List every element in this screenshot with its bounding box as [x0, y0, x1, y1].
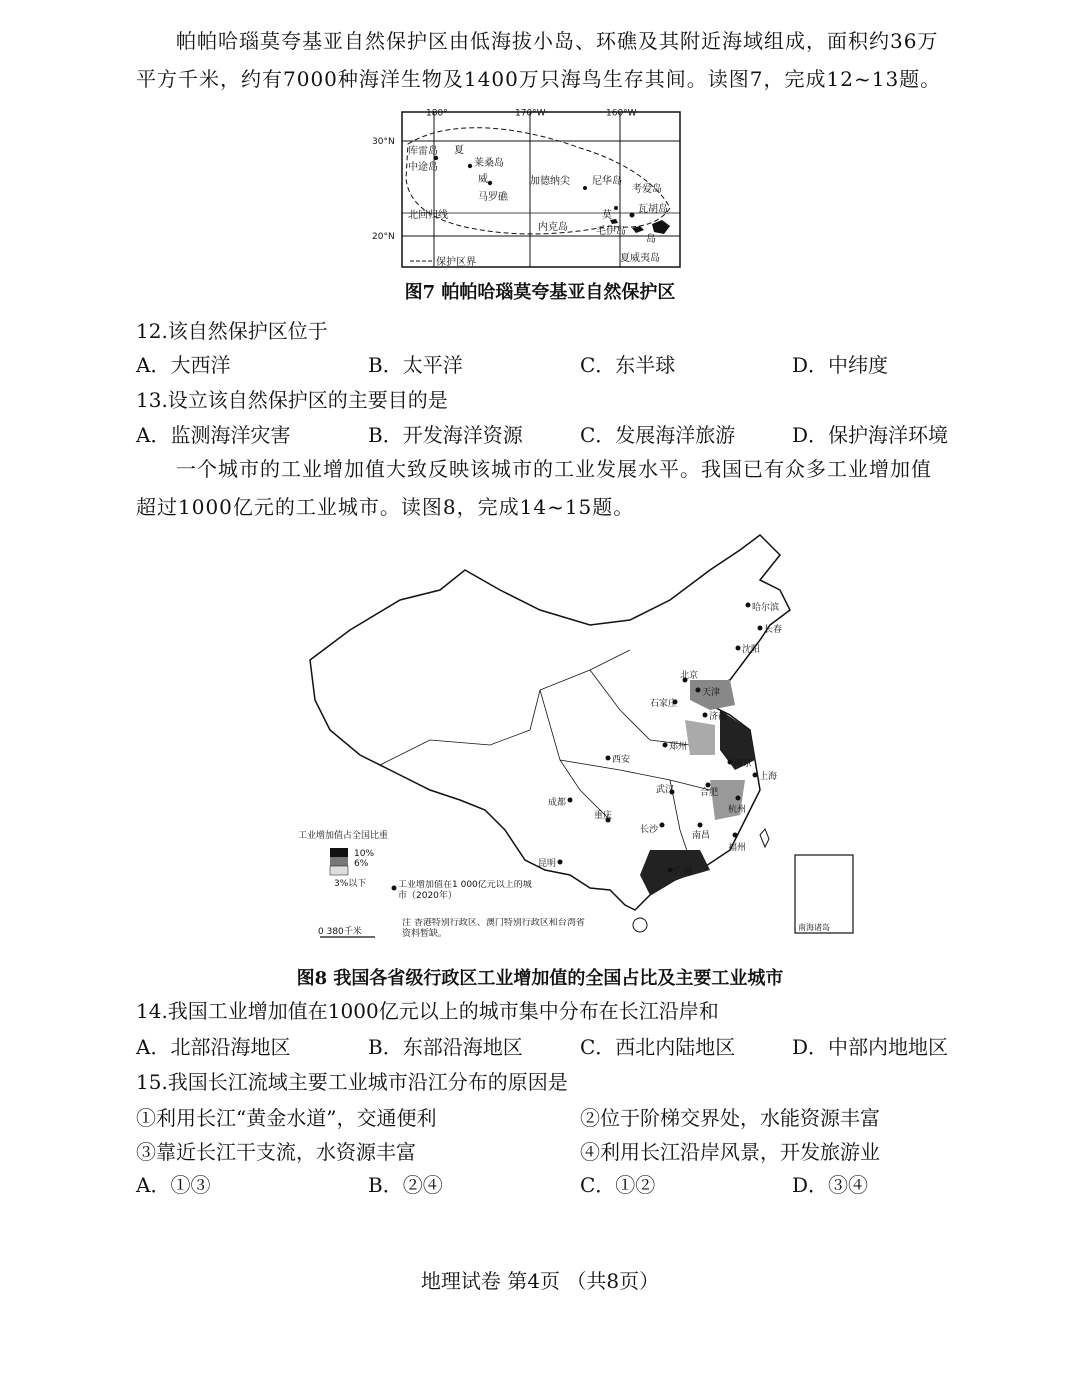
legend-label: 保护区界: [436, 257, 476, 268]
city-hefei: 合肥: [700, 788, 719, 798]
city-guangzhou: 广州: [674, 867, 693, 877]
intro-2-line-2: 超过1000亿元的工业城市。读图8，完成14~15题。: [136, 495, 635, 519]
city-jinan: 济南: [709, 712, 728, 722]
place-necker: 内克岛: [538, 222, 568, 233]
place-midway: 中途岛: [408, 162, 438, 173]
city-changchun: 长春: [764, 625, 783, 635]
q15-option-d: D．③④: [792, 1173, 869, 1197]
q13-option-a: A．监测海洋灾害: [136, 423, 291, 447]
china-outline: [310, 535, 790, 910]
city-wuhan: 武汉: [656, 785, 675, 795]
legend-level-10: 10%: [354, 849, 375, 859]
q15-stem: 15.我国长江流域主要工业城市沿江分布的原因是: [136, 1070, 568, 1094]
q13-option-d: D．保护海洋环境: [792, 423, 949, 447]
intro-2-line-1: 一个城市的工业增加值大致反映该城市的工业发展水平。我国已有众多工业增加值: [176, 457, 932, 481]
place-laysan: 莱桑岛: [474, 158, 504, 169]
place-gardner: 加德纳尖: [530, 176, 570, 187]
inset-label: 南海诸岛: [798, 923, 830, 932]
intro-1-line-1: 帕帕哈瑙莫夸基亚自然保护区由低海拔小岛、环礁及其附近海域组成，面积约36万: [176, 29, 939, 53]
q15-statement-3: ③靠近长江干支流，水资源丰富: [136, 1140, 416, 1164]
q15-statement-4: ④利用长江沿岸风景，开发旅游业: [580, 1140, 880, 1164]
city-tianjin: 天津: [702, 688, 721, 698]
place-xia: 夏: [454, 145, 464, 156]
q14-option-c: C．西北内陆地区: [580, 1035, 736, 1059]
q15-option-b: B．②④: [368, 1173, 443, 1197]
place-oahu: 瓦胡岛: [638, 204, 668, 215]
figure-7-map: [370, 108, 690, 273]
legend-level-6: 6%: [354, 859, 369, 869]
q13-stem: 13.设立该自然保护区的主要目的是: [136, 388, 448, 412]
q13-option-c: C．发展海洋旅游: [580, 423, 736, 447]
city-beijing: 北京: [680, 671, 699, 681]
city-xian: 西安: [612, 755, 631, 765]
figure-7-caption: 图7 帕帕哈瑙莫夸基亚自然保护区: [404, 282, 676, 303]
place-kure: 库雷岛: [408, 146, 438, 157]
intro-paragraph-2: [136, 450, 956, 526]
intro-1-line-2: 平方千米，约有7000种海洋生物及1400万只海鸟生存其间。读图7，完成12~13题。: [136, 67, 942, 91]
place-maro: 马罗礁: [478, 192, 508, 203]
lat-label-20n: 20°N: [372, 232, 395, 242]
lon-label-160w: 160°W: [606, 108, 637, 119]
city-kunming: 昆明: [538, 859, 557, 869]
place-hawaii: 夏威夷岛: [620, 253, 660, 264]
place-dao: 岛: [646, 234, 656, 245]
city-fuzhou: 福州: [728, 843, 747, 853]
scale-bar: 0 380千米: [318, 927, 362, 937]
q14-option-b: B．东部沿海地区: [368, 1035, 523, 1059]
q14-option-a: A．北部沿海地区: [136, 1035, 291, 1059]
q15-statement-2: ②位于阶梯交界处，水能资源丰富: [580, 1106, 880, 1130]
q12-option-b: B．太平洋: [368, 353, 463, 377]
place-kauai: 考爱岛: [632, 184, 662, 195]
city-nanjing: 南京: [734, 759, 753, 769]
figure-8-map: [290, 530, 870, 950]
legend-title: 工业增加值占全国比重: [298, 831, 389, 841]
city-chengdu: 成都: [548, 798, 567, 808]
q15-statement-1: ①利用长江“黄金水道”，交通便利: [136, 1106, 437, 1130]
hawaii-island: [652, 220, 670, 234]
q14-option-d: D．中部内地地区: [792, 1035, 949, 1059]
city-harbin: 哈尔滨: [752, 603, 780, 613]
q12-stem: 12.该自然保护区位于: [136, 319, 328, 343]
q14-stem: 14.我国工业增加值在1000亿元以上的城市集中分布在长江沿岸和: [136, 999, 719, 1023]
place-mo: 莫: [602, 210, 612, 221]
q12-option-d: D．中纬度: [792, 353, 889, 377]
lat-label-30n: 30°N: [372, 137, 395, 147]
map-note: 注 香港特别行政区、澳门特别行政区和台湾省资料暂缺。: [402, 918, 585, 939]
province-henan: [685, 720, 715, 755]
place-maui: 毛伊岛: [596, 226, 626, 237]
q15-option-c: C．①②: [580, 1173, 656, 1197]
city-shijiazhuang: 石家庄: [650, 699, 678, 709]
legend-level-3: 3%以下: [334, 879, 367, 889]
lon-label-170w: 170°W: [515, 108, 546, 119]
city-nanchang: 南昌: [692, 831, 711, 841]
q12-option-a: A．大西洋: [136, 353, 231, 377]
place-wei: 威: [478, 174, 488, 185]
lon-label-180: 180°: [426, 108, 448, 119]
figure-8-caption: 图8 我国各省级行政区工业增加值的全国占比及主要工业城市: [296, 968, 784, 989]
city-shanghai: 上海: [759, 772, 778, 782]
city-shenyang: 沈阳: [742, 645, 761, 655]
city-changsha: 长沙: [640, 825, 659, 835]
q15-option-a: A．①③: [136, 1173, 211, 1197]
city-zhengzhou: 郑州: [669, 742, 688, 752]
intro-paragraph-1: [136, 22, 956, 98]
place-niihau: 尼华岛: [592, 176, 622, 187]
page-footer: 地理试卷 第4页 （共8页）: [420, 1269, 660, 1293]
city-chongqing: 重庆: [594, 811, 613, 821]
south-sea-inset: [795, 855, 853, 933]
q13-option-b: B．开发海洋资源: [368, 423, 523, 447]
city-hangzhou: 杭州: [728, 805, 747, 815]
q12-option-c: C．东半球: [580, 353, 676, 377]
place-tropic: 北回归线: [408, 210, 448, 221]
legend-city: 工业增加值在1 000亿元以上的城市（2020年）: [398, 880, 532, 901]
